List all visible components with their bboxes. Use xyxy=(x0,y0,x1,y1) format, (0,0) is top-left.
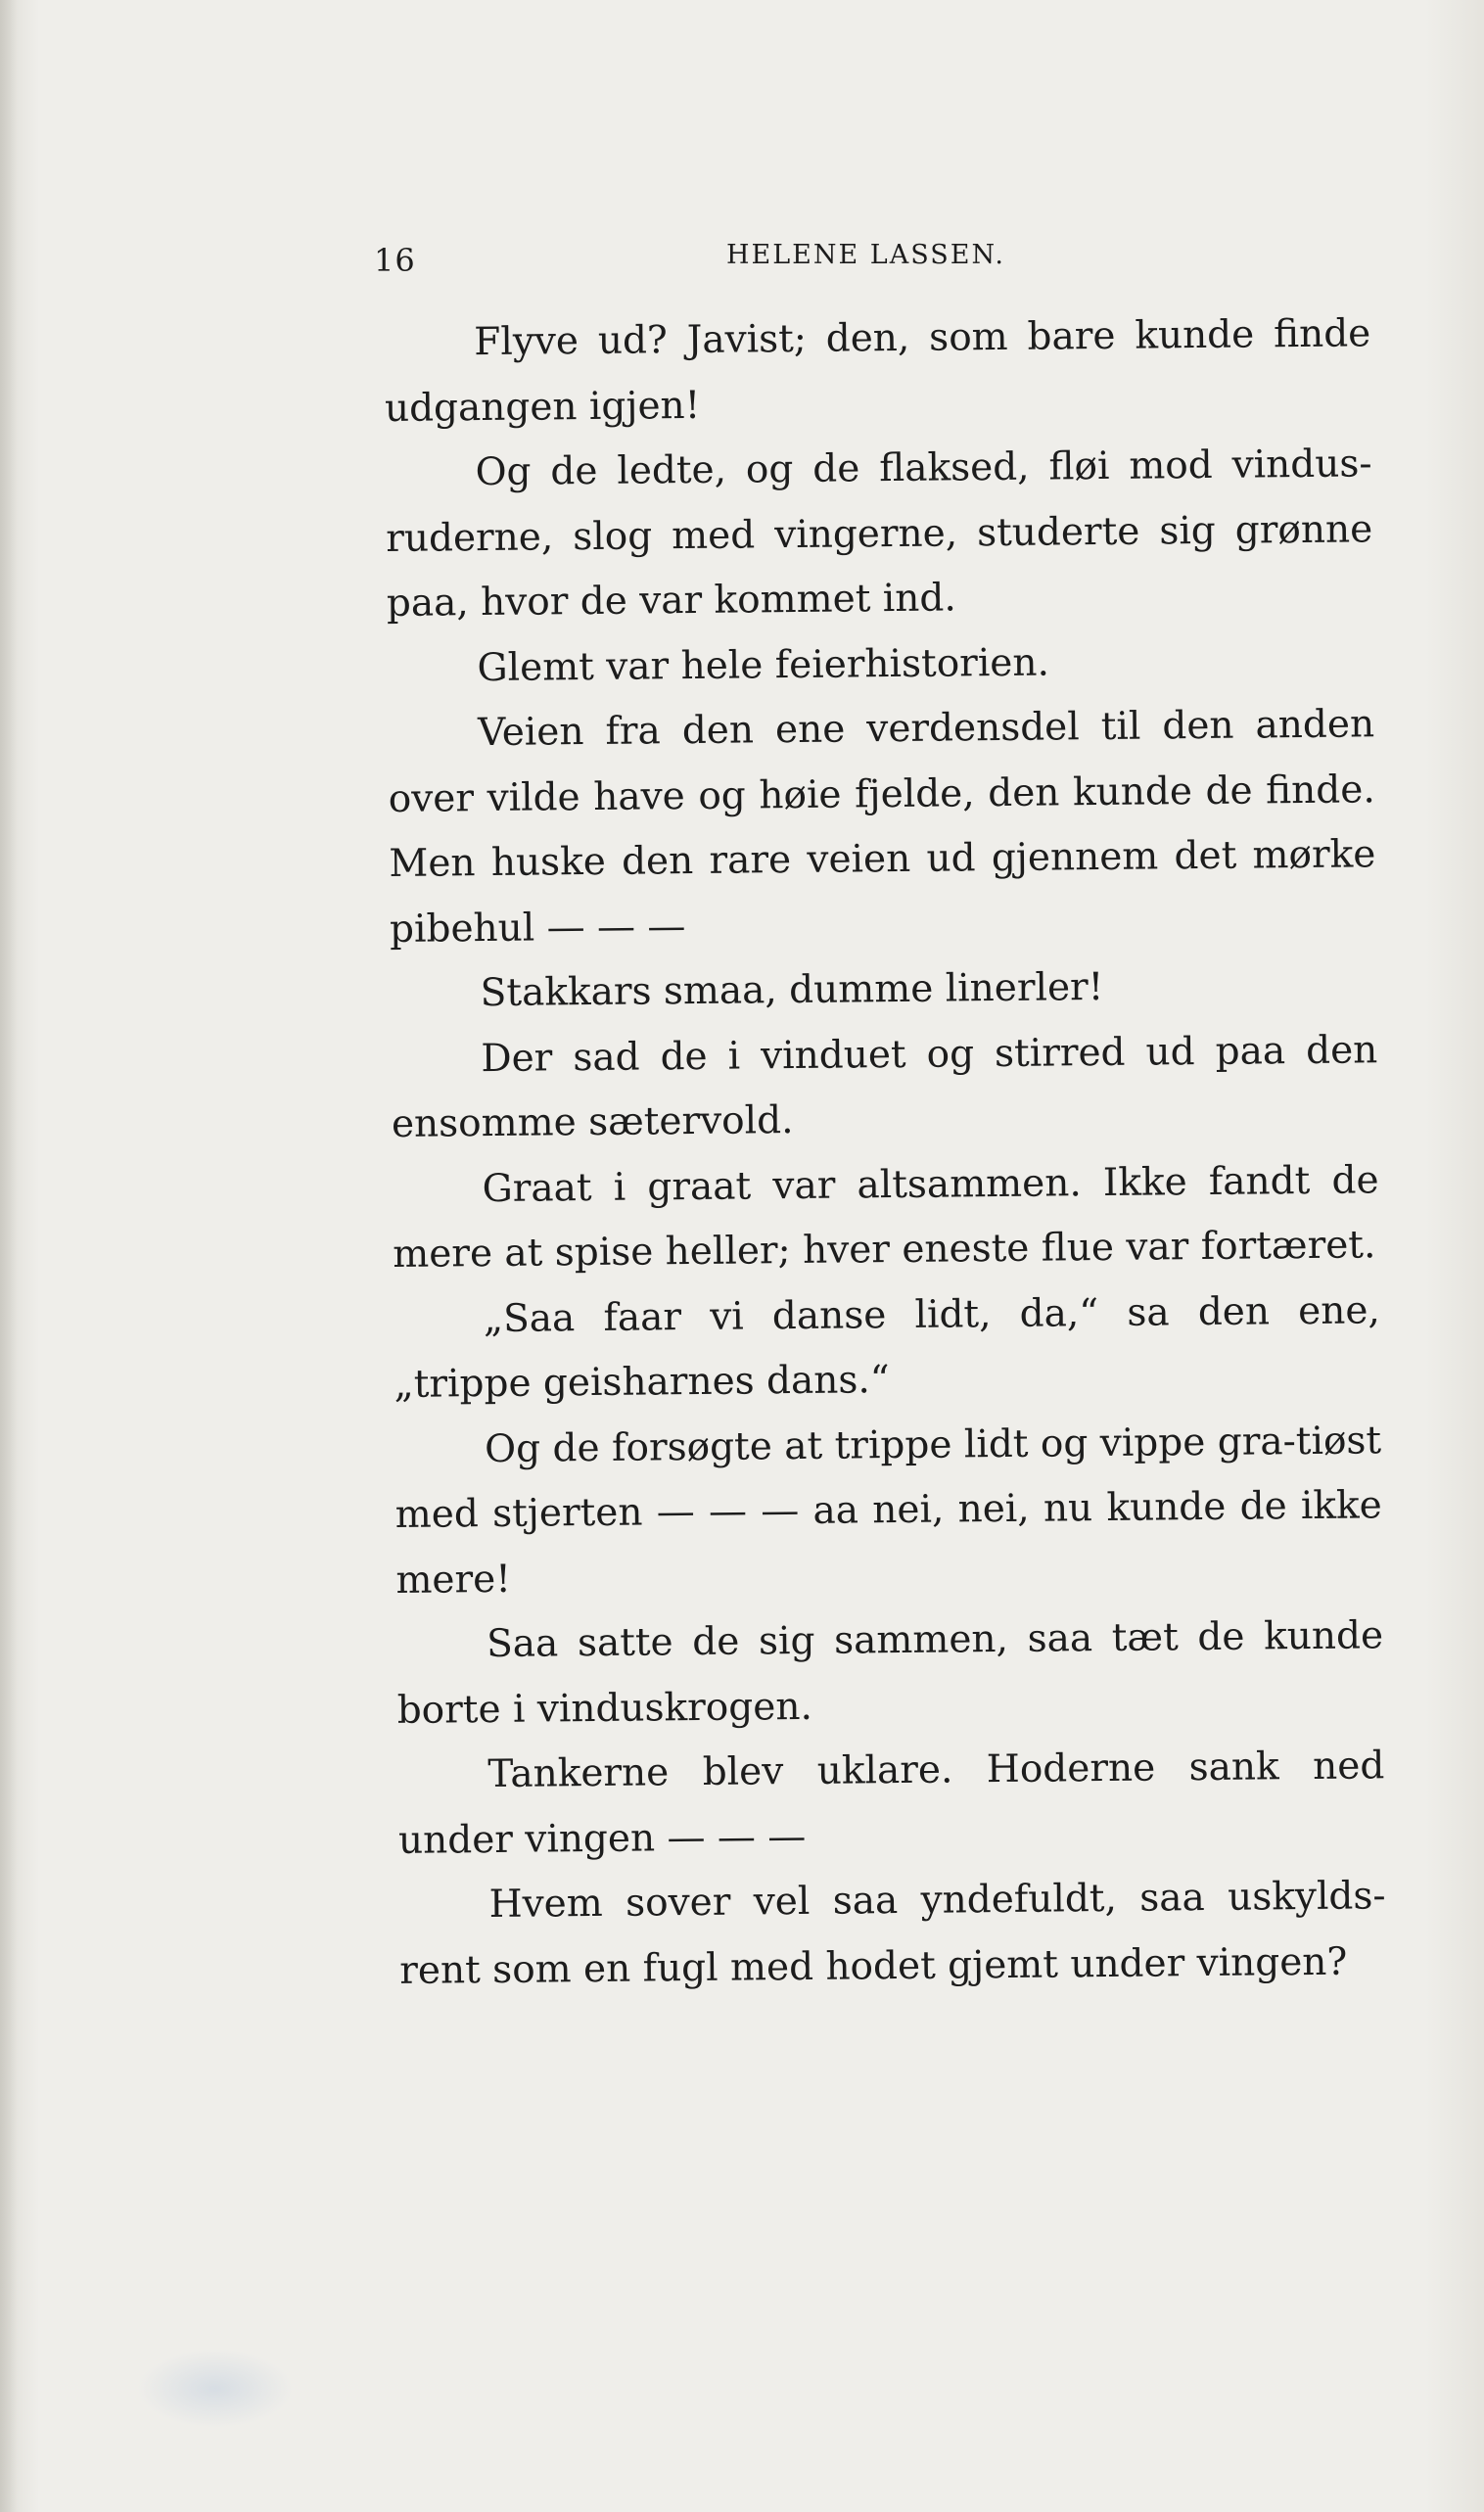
paragraph: Saa satte de sig sammen, saa tæt de kunde borte i vinduskrogen. xyxy=(396,1613,1384,1733)
paragraph: „Saa faar vi danse lidt, da,“ sa den ene, „trippe geisharnes dans.“ xyxy=(394,1287,1381,1407)
page-header xyxy=(374,230,1353,289)
paragraph: Flyve ud? Javist; den, som bare kunde finde udgangen igjen! xyxy=(384,311,1371,431)
page-edge-shadow xyxy=(0,0,18,2512)
body-text xyxy=(384,302,1387,2004)
paragraph: Glemt var hele feierhistorien. xyxy=(477,639,1050,690)
paragraph: Og de forsøgte at trippe lidt og vippe gra-tiøst med stjerten — — — aa nei, nei, nu kunde de ikke mere! xyxy=(394,1418,1382,1603)
paper-stain xyxy=(137,2349,294,2428)
page-number: 16 xyxy=(374,242,416,279)
paragraph: Der sad de i vinduet og stirred ud paa den ensomme sætervold. xyxy=(391,1027,1378,1146)
paragraph: Hvem sover vel saa yndefuldt, saa uskylds-rent som en fugl med hodet gjemt under vingen? xyxy=(399,1874,1386,1993)
paragraph: Og de ledte, og de flaksed, fløi mod vindus-ruderne, slog med vingerne, studerte sig grønne paa, hvor de var kommet ind. xyxy=(386,442,1373,626)
paragraph: Tankerne blev uklare. Hoderne sank ned under vingen — — — xyxy=(397,1744,1385,1863)
paragraph: Graat i graat var altsammen. Ikke fandt de mere at spise heller; hver eneste flue var fortæret. xyxy=(393,1157,1379,1277)
running-head: HELENE LASSEN. xyxy=(726,240,1005,270)
paragraph: Stakkars smaa, dumme linerler! xyxy=(480,964,1104,1016)
paragraph: Veien fra den ene verdensdel til den anden over vilde have og høie fjelde, den kunde de finde. Men huske den rare veien ud gjennem det mørke pibehul — — — xyxy=(388,702,1376,952)
